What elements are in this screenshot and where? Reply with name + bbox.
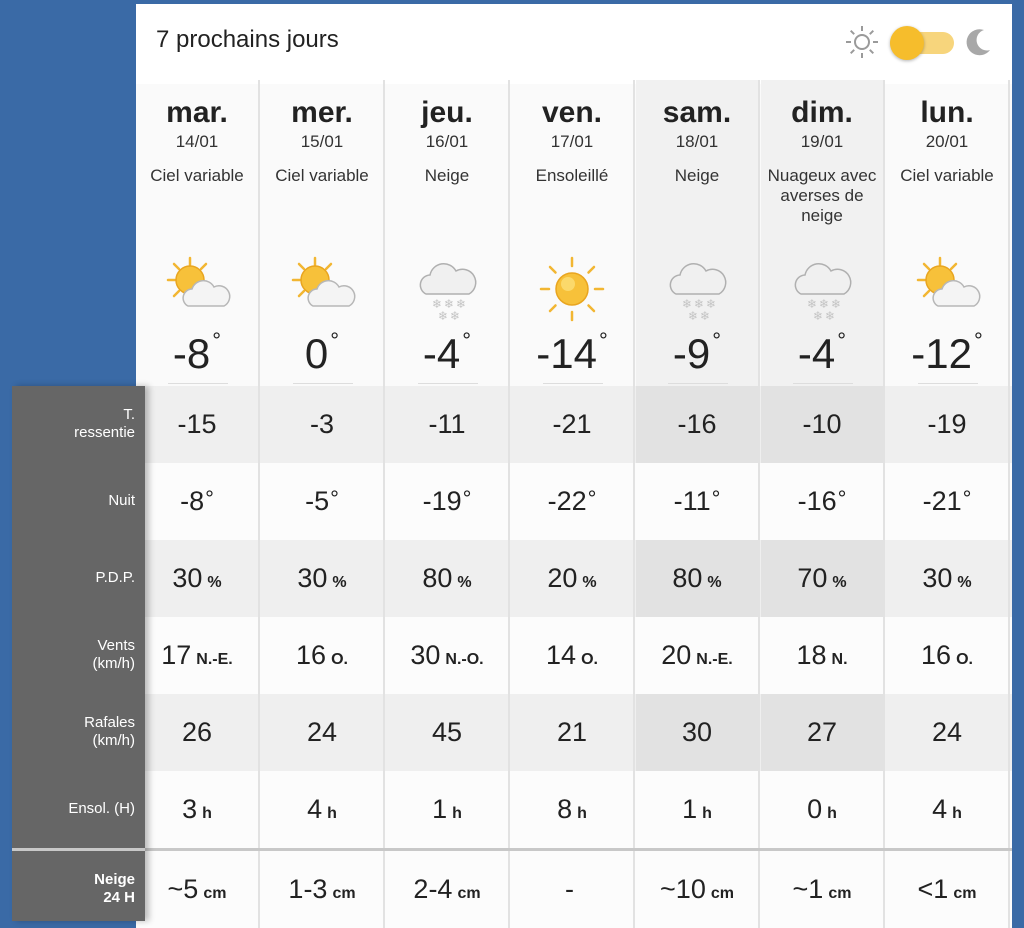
partly-cloudy-icon <box>162 254 232 324</box>
theme-toggle[interactable] <box>842 22 992 62</box>
svg-text:❄: ❄ <box>700 309 711 323</box>
row-label: Neige 24 H <box>94 871 135 906</box>
day-date: 20/01 <box>925 132 969 151</box>
cell-ressentie: -15 <box>136 386 260 463</box>
cell-ressentie: -10 <box>761 386 885 463</box>
cell-pdp: 30 % <box>136 540 260 617</box>
svg-text:❄: ❄ <box>694 297 705 311</box>
day-name: sam. <box>662 96 732 129</box>
snow-icon <box>412 254 482 324</box>
cell-nuit: -11 ° <box>636 463 760 540</box>
cell-neige: ~1 cm <box>761 851 885 928</box>
day-condition: Ciel variable <box>900 166 994 185</box>
page-title: 7 prochains jours <box>156 26 339 53</box>
cell-ressentie: -19 <box>886 386 1010 463</box>
cell-neige: ~10 cm <box>636 851 760 928</box>
day-condition: Ciel variable <box>275 166 369 185</box>
day-name: mar. <box>166 96 228 129</box>
cell-vents: 18 N. <box>761 617 885 694</box>
day-temperature: -4° <box>422 328 472 377</box>
cell-rafales: 21 <box>511 694 635 771</box>
divider <box>136 848 1012 851</box>
row-vents <box>136 617 1012 694</box>
cell-nuit: -16 ° <box>761 463 885 540</box>
day-date: 15/01 <box>300 132 344 151</box>
divider <box>918 383 978 384</box>
svg-text:❄: ❄ <box>688 309 699 323</box>
day-temperature: 0° <box>304 328 340 377</box>
cell-ensol: 1 h <box>636 771 760 848</box>
day-temperature: -9° <box>672 328 722 377</box>
row-label: Rafales (km/h) <box>84 714 135 749</box>
day-temperature: -4° <box>797 328 847 377</box>
day-name: jeu. <box>421 96 473 129</box>
cell-vents: 16 O. <box>261 617 385 694</box>
divider <box>793 383 853 384</box>
cell-ressentie: -21 <box>511 386 635 463</box>
cell-ressentie: -3 <box>261 386 385 463</box>
cell-ensol: 1 h <box>386 771 510 848</box>
cell-ressentie: -11 <box>386 386 510 463</box>
row-label: T. ressentie <box>74 406 135 441</box>
svg-text:❄: ❄ <box>456 297 467 311</box>
cell-ensol: 0 h <box>761 771 885 848</box>
cell-pdp: 30 % <box>261 540 385 617</box>
svg-text:❄: ❄ <box>825 309 836 323</box>
svg-text:❄: ❄ <box>831 297 842 311</box>
cell-pdp: 70 % <box>761 540 885 617</box>
cell-pdp: 30 % <box>886 540 1010 617</box>
row-nuit <box>136 463 1012 540</box>
day-name: dim. <box>791 96 853 129</box>
snow-icon <box>787 254 857 324</box>
row-label: Ensol. (H) <box>68 800 135 817</box>
cell-ensol: 4 h <box>886 771 1010 848</box>
cell-nuit: -5 ° <box>261 463 385 540</box>
svg-text:❄: ❄ <box>813 309 824 323</box>
divider <box>293 383 353 384</box>
sun-icon <box>537 254 607 324</box>
cell-vents: 16 O. <box>886 617 1010 694</box>
day-date: 19/01 <box>800 132 844 151</box>
cell-nuit: -19 ° <box>386 463 510 540</box>
sun-icon <box>842 22 882 62</box>
svg-text:❄: ❄ <box>438 309 449 323</box>
divider <box>12 848 145 851</box>
row-label: Vents (km/h) <box>92 637 135 672</box>
cell-neige: - <box>511 851 635 928</box>
cell-neige: 2-4 cm <box>386 851 510 928</box>
cell-ressentie: -16 <box>636 386 760 463</box>
cell-nuit: -22 ° <box>511 463 635 540</box>
cell-neige: 1-3 cm <box>261 851 385 928</box>
row-label: Nuit <box>108 492 135 509</box>
cell-vents: 20 N.-E. <box>636 617 760 694</box>
theme-switch[interactable] <box>890 32 954 54</box>
row-ensol <box>136 771 1012 848</box>
cell-pdp: 20 % <box>511 540 635 617</box>
divider <box>168 383 228 384</box>
row-ressentie <box>136 386 1012 463</box>
day-condition: Ensoleillé <box>535 166 609 185</box>
svg-text:❄: ❄ <box>819 297 830 311</box>
day-date: 17/01 <box>550 132 594 151</box>
divider <box>668 383 728 384</box>
cell-nuit: -8 ° <box>136 463 260 540</box>
cell-ensol: 4 h <box>261 771 385 848</box>
divider <box>418 383 478 384</box>
cell-vents: 30 N.-O. <box>386 617 510 694</box>
cell-ensol: 3 h <box>136 771 260 848</box>
cell-rafales: 24 <box>886 694 1010 771</box>
day-condition: Ciel variable <box>150 166 244 185</box>
partly-cloudy-icon <box>912 254 982 324</box>
svg-text:❄: ❄ <box>444 297 455 311</box>
day-name: ven. <box>541 96 603 129</box>
cell-nuit: -21 ° <box>886 463 1010 540</box>
cell-rafales: 26 <box>136 694 260 771</box>
cell-neige: ~5 cm <box>136 851 260 928</box>
cell-neige: <1 cm <box>886 851 1010 928</box>
day-condition: Neige <box>424 166 470 185</box>
cell-vents: 17 N.-E. <box>136 617 260 694</box>
row-pdp <box>136 540 1012 617</box>
row-neige <box>136 851 1012 928</box>
day-temperature: -12° <box>911 328 983 377</box>
cell-rafales: 30 <box>636 694 760 771</box>
day-temperature: -8° <box>172 328 222 377</box>
day-condition: Neige <box>674 166 720 185</box>
cell-vents: 14 O. <box>511 617 635 694</box>
partly-cloudy-icon <box>287 254 357 324</box>
svg-text:❄: ❄ <box>450 309 461 323</box>
cell-rafales: 24 <box>261 694 385 771</box>
row-labels-panel <box>12 386 145 921</box>
day-date: 16/01 <box>425 132 469 151</box>
svg-text:❄: ❄ <box>432 297 443 311</box>
day-date: 18/01 <box>675 132 719 151</box>
day-condition: Nuageux avec averses de neige <box>767 166 877 225</box>
snow-icon <box>662 254 732 324</box>
day-name: mer. <box>291 96 353 129</box>
cell-pdp: 80 % <box>386 540 510 617</box>
card-header <box>136 4 1012 84</box>
cell-pdp: 80 % <box>636 540 760 617</box>
svg-text:❄: ❄ <box>682 297 693 311</box>
row-label: P.D.P. <box>95 569 135 586</box>
day-date: 14/01 <box>175 132 219 151</box>
day-temperature: -14° <box>536 328 608 377</box>
cell-rafales: 45 <box>386 694 510 771</box>
divider <box>543 383 603 384</box>
svg-text:❄: ❄ <box>706 297 717 311</box>
theme-switch-knob[interactable] <box>890 26 924 60</box>
moon-icon <box>960 24 996 60</box>
cell-rafales: 27 <box>761 694 885 771</box>
svg-text:❄: ❄ <box>807 297 818 311</box>
cell-ensol: 8 h <box>511 771 635 848</box>
day-name: lun. <box>920 96 974 129</box>
row-rafales <box>136 694 1012 771</box>
